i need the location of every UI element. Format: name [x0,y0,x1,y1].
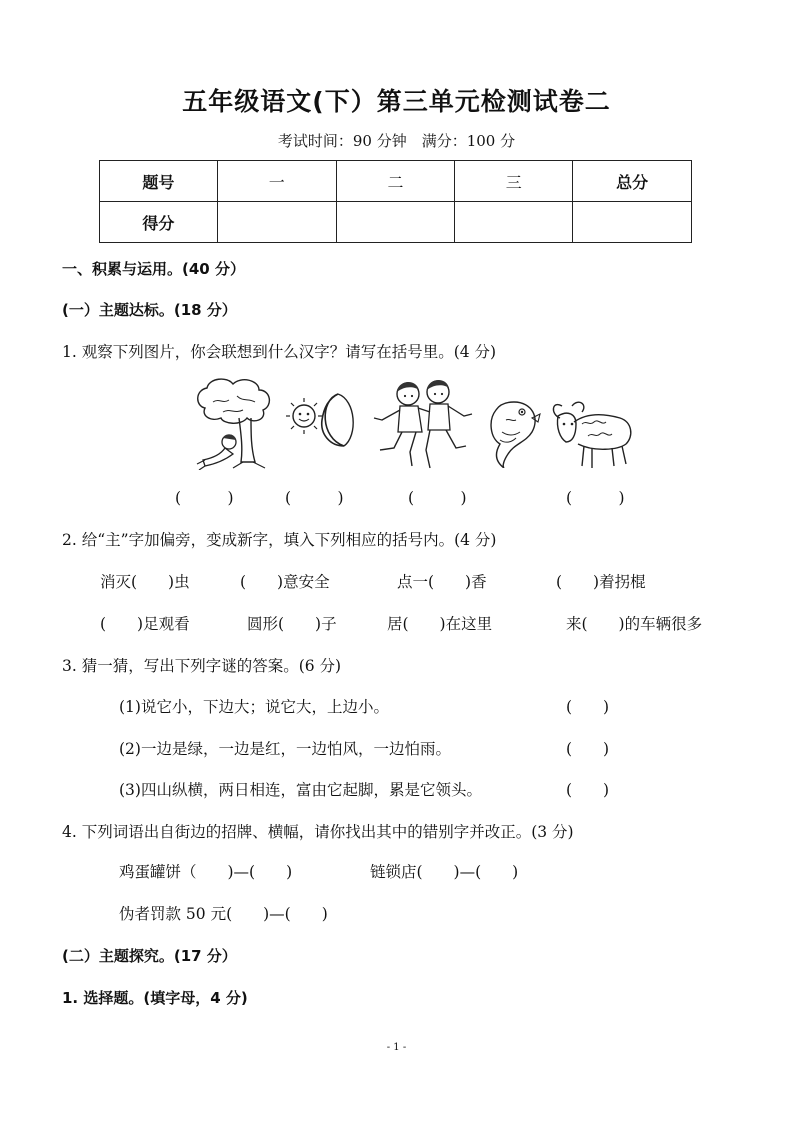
riddle-answer-blank[interactable]: ( ) [566,740,610,758]
score-cell[interactable] [573,202,692,243]
typo-item[interactable]: 鸡蛋罐饼（ )—( ) [119,863,293,881]
part1-heading: 一、积累与运用。(40 分） [62,260,245,278]
riddle-answer-blank[interactable]: ( ) [566,698,610,716]
q1-blank-3[interactable]: ( ) [408,489,467,507]
q2-item[interactable]: 来( )的车辆很多 [566,615,703,633]
q2-item[interactable]: ( )着拐棍 [556,573,646,591]
score-table [99,160,692,243]
score-header-cell: 三 [455,161,573,202]
q1-blank-2[interactable]: ( ) [285,489,344,507]
score-row-label: 得分 [100,202,218,243]
score-header-cell: 一 [217,161,336,202]
riddle-item: (2)一边是绿，一边是红，一边怕风，一边怕雨。 [119,740,451,758]
fish-picture [484,396,544,468]
typo-item[interactable]: 链锁店( )—( ) [370,863,519,881]
score-header-cell: 题号 [100,161,218,202]
score-cell[interactable] [217,202,336,243]
sheep-picture [548,396,634,472]
q1-blank-4[interactable]: ( ) [566,489,625,507]
q1-text: 1. 观察下列图片，你会联想到什么汉字？请写在括号里。(4 分) [62,343,497,361]
score-cell[interactable] [455,202,573,243]
q3-text: 3. 猜一猜，写出下列字谜的答案。(6 分) [62,657,342,675]
typo-item[interactable]: 伪者罚款 50 元( )—( ) [119,905,328,923]
riddle-answer-blank[interactable]: ( ) [566,781,610,799]
q2-item[interactable]: 点一( )香 [397,573,487,591]
page-number: - 1 - [386,1042,407,1053]
riddle-item: (1)说它小，下边大；说它大，上边小。 [119,698,389,716]
q2-item[interactable]: ( )意安全 [240,573,330,591]
score-header-cell: 总分 [573,161,692,202]
score-header-cell: 二 [336,161,455,202]
score-cell[interactable] [336,202,455,243]
two-running-boys-picture [368,376,476,472]
q2-item[interactable]: 居( )在这里 [387,615,493,633]
q1-blank-1[interactable]: ( ) [175,489,234,507]
score-table-row [100,202,692,243]
q2-text: 2. 给“主”字加偏旁，变成新字，填入下列相应的括号内。(4 分) [62,531,497,549]
exam-info: 考试时间：90 分钟 满分：100 分 [277,132,516,150]
riddle-item: (3)四山纵横，两日相连，富由它起脚，累是它领头。 [119,781,482,799]
q2-item[interactable]: ( )足观看 [100,615,190,633]
q2-item[interactable]: 消灭( )虫 [100,573,190,591]
sub1-heading: (一）主题达标。(18 分） [62,301,237,319]
q2-item[interactable]: 圆形( )子 [247,615,337,633]
q4-text: 4. 下列词语出自街边的招牌、横幅，请你找出其中的错别字并改正。(3 分) [62,823,574,841]
score-table-header-row [100,161,692,202]
q5-text: 1. 选择题。(填字母，4 分) [62,989,248,1007]
sun-and-moon-picture [286,390,362,450]
page-title: 五年级语文(下）第三单元检测试卷二 [182,87,611,116]
sub2-heading: (二）主题探究。(17 分） [62,947,237,965]
person-under-tree-picture [193,378,275,470]
